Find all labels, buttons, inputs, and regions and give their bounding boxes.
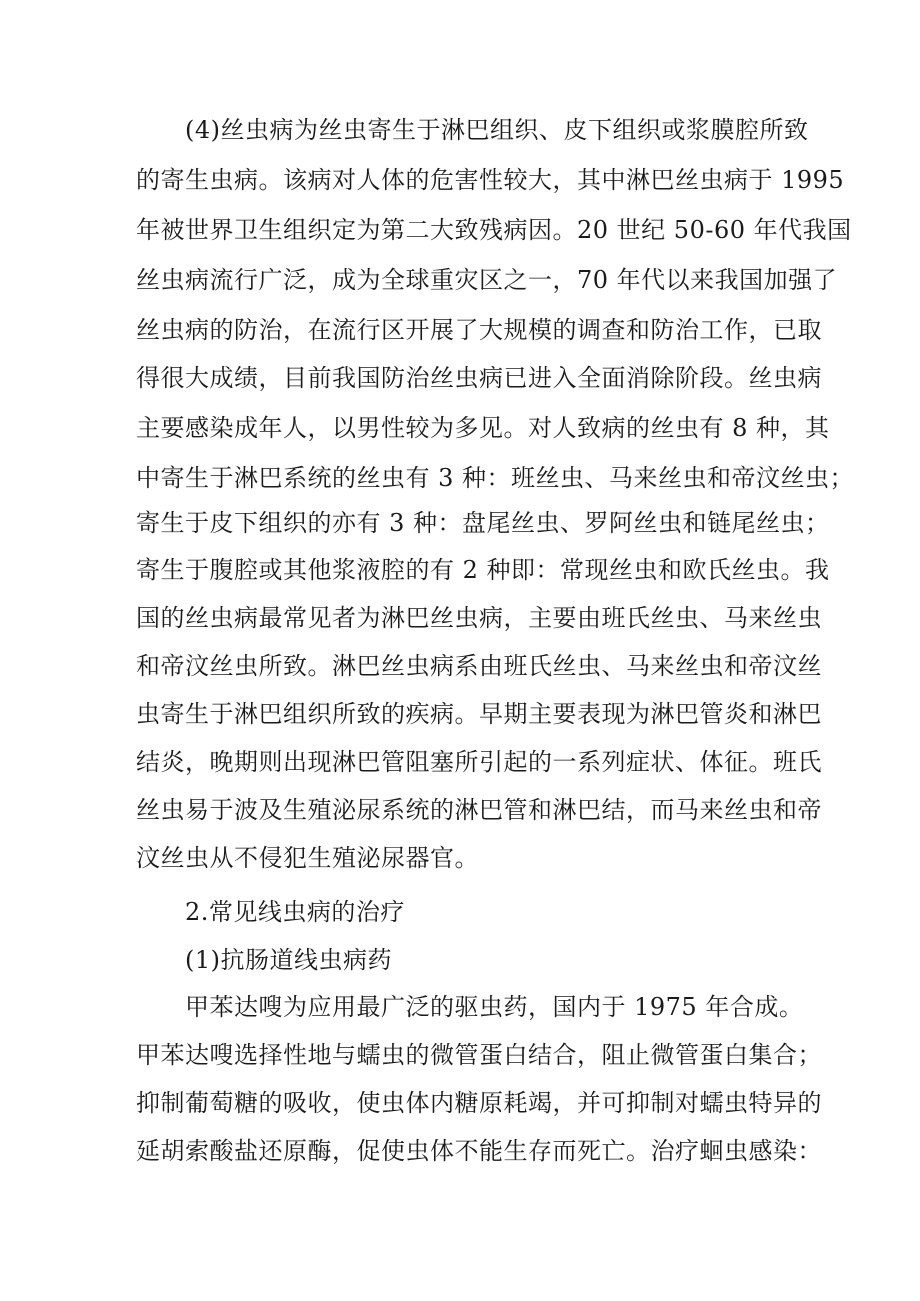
paragraph-line: 丝虫病的防治，在流行区开展了大规模的调查和防治工作，已取: [136, 316, 822, 344]
paragraph-line: 虫寄生于淋巴组织所致的疾病。早期主要表现为淋巴管炎和淋巴: [136, 700, 822, 728]
paragraph-line: 年被世界卫生组织定为第二大致残病因。20 世纪 50-60 年代我国: [136, 216, 852, 244]
paragraph-line: 丝虫病流行广泛，成为全球重灾区之一，70 年代以来我国加强了: [136, 266, 838, 294]
paragraph-line: (4)丝虫病为丝虫寄生于淋巴组织、皮下组织或浆膜腔所致: [185, 116, 809, 144]
paragraph-line: 延胡索酸盐还原酶，促使虫体不能生存而死亡。治疗蛔虫感染：: [136, 1137, 822, 1165]
paragraph-line: 丝虫易于波及生殖泌尿系统的淋巴管和淋巴结，而马来丝虫和帝: [136, 796, 822, 824]
paragraph-line: 结炎，晚期则出现淋巴管阻塞所引起的一系列症状、体征。班氏: [136, 748, 822, 776]
paragraph-line: 中寄生于淋巴系统的丝虫有 3 种：班丝虫、马来丝虫和帝汶丝虫；: [136, 464, 855, 492]
paragraph-line: 的寄生虫病。该病对人体的危害性较大，其中淋巴丝虫病于 1995: [136, 166, 845, 194]
paragraph-line: 和帝汶丝虫所致。淋巴丝虫病系由班氏丝虫、马来丝虫和帝汶丝: [136, 652, 822, 680]
paragraph-line: 国的丝虫病最常见者为淋巴丝虫病，主要由班氏丝虫、马来丝虫: [136, 604, 822, 632]
subsection-heading: (1)抗肠道线虫病药: [185, 946, 392, 974]
paragraph-line: 甲苯达嗖为应用最广泛的驱虫药，国内于 1975 年合成。: [185, 993, 804, 1021]
paragraph-line: 汶丝虫从不侵犯生殖泌尿器官。: [136, 844, 479, 872]
paragraph-line: 寄生于腹腔或其他浆液腔的有 2 种即：常现丝虫和欧氏丝虫。我: [136, 556, 830, 584]
section-heading: 2.常见线虫病的治疗: [185, 898, 405, 926]
paragraph-line: 寄生于皮下组织的亦有 3 种：盘尾丝虫、罗阿丝虫和链尾丝虫；: [136, 509, 830, 537]
paragraph-line: 甲苯达嗖选择性地与蠕虫的微管蛋白结合，阻止微管蛋白集合；: [136, 1041, 822, 1069]
paragraph-line: 得很大成绩，目前我国防治丝虫病已进入全面消除阶段。丝虫病: [136, 364, 822, 392]
paragraph-line: 主要感染成年人，以男性较为多见。对人致病的丝虫有 8 种，其: [136, 414, 830, 442]
paragraph-line: 抑制葡萄糖的吸收，使虫体内糖原耗竭，并可抑制对蠕虫特异的: [136, 1089, 822, 1117]
